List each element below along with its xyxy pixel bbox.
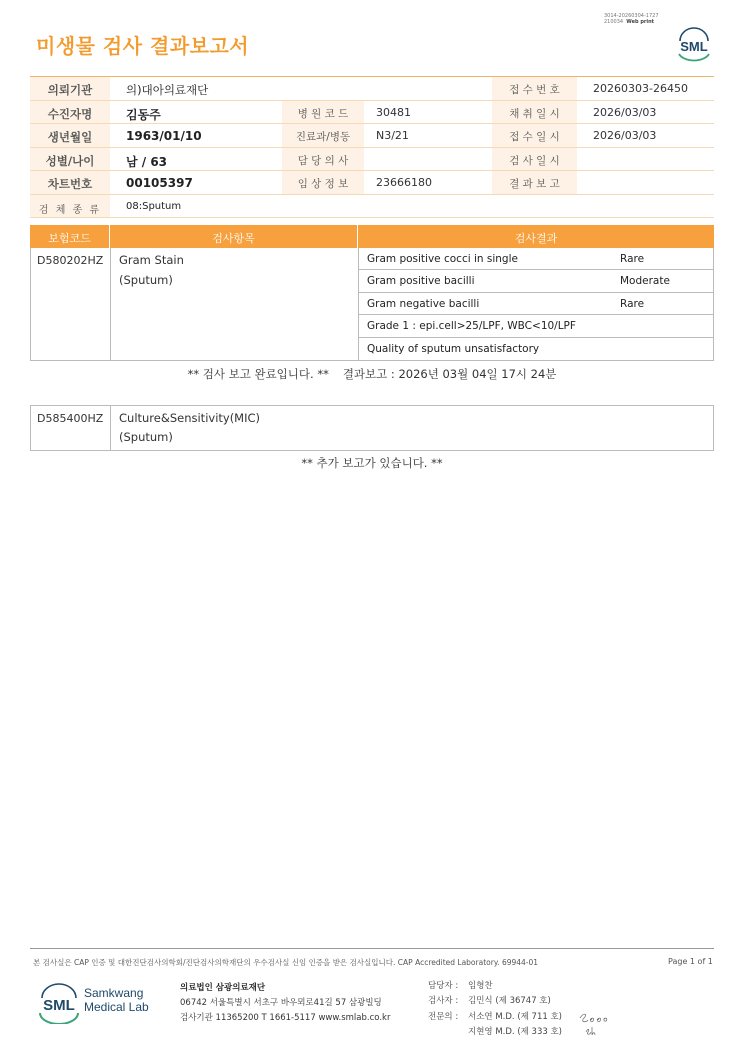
label-department: 진료과/병동 (295, 131, 351, 143)
header-test-result: 검사결과 (514, 232, 558, 245)
test2-item: Culture&Sensitivity(MIC) (119, 411, 261, 425)
label-result-report: 결 과 보 고 (509, 178, 560, 190)
footer-divider (30, 948, 714, 949)
header-insurance-code: 보험코드 (48, 232, 91, 245)
manager-label: 담당자 : (428, 981, 459, 991)
samkwang-logo (36, 982, 156, 1024)
logo-name-line1: Samkwang (84, 986, 144, 1000)
value-clinical-info: 23666180 (376, 176, 432, 189)
value-hospital-code: 30481 (376, 105, 411, 119)
signature-icon (578, 1010, 614, 1040)
label-requesting-org: 의뢰기관 (47, 83, 93, 97)
info-row (30, 195, 714, 219)
expert-label: 전문의 : (428, 1011, 459, 1022)
result-row (359, 315, 714, 337)
value-chart-no: 00105397 (126, 176, 193, 190)
label-hospital-code: 병 원 코 드 (297, 107, 349, 120)
value-patient-name: 김동주 (126, 107, 161, 122)
result-name: Gram negative bacilli (367, 297, 480, 310)
report-complete-notice (30, 366, 714, 382)
tester-label: 검사자 : (428, 996, 459, 1007)
org-address: 06742 서울특별시 서초구 바우뫼로41길 57 삼광빌딩 (180, 998, 382, 1008)
culture-result (30, 405, 714, 451)
test1-item: Gram Stain (119, 253, 184, 267)
footer-logo-text: SML (43, 997, 75, 1014)
patient-info-table (30, 76, 714, 218)
web-print-label: Web print (626, 19, 655, 25)
label-specimen-type: 검 체 종 류 (38, 204, 102, 216)
result-row (359, 248, 714, 270)
label-accession-no: 접 수 번 호 (509, 84, 560, 96)
logo-name-line2: Medical Lab (84, 1000, 149, 1014)
value-birth-date: 1963/01/10 (126, 129, 202, 143)
label-collection-date: 채 취 일 시 (509, 107, 560, 120)
info-row (30, 148, 714, 172)
label-doctor: 담 당 의 사 (297, 154, 349, 167)
label-sex-age: 성별/나이 (45, 153, 95, 168)
complete-notice-text: ** 검사 보고 완료입니다. ** (187, 367, 329, 381)
result-name: Gram positive bacilli (367, 275, 475, 288)
label-chart-no: 차트번호 (47, 177, 93, 191)
org-name: 의료법인 삼광의료재단 (180, 983, 266, 993)
sml-logo-icon (674, 26, 714, 62)
info-row (30, 124, 714, 148)
value-sex-age: 남 / 63 (126, 154, 168, 169)
footer-org-info (180, 981, 390, 1026)
print-id-line1: 3014-20260304-1727 (604, 13, 659, 19)
info-row (30, 77, 714, 101)
tester-name: 김민식 (제 36747 호) (468, 996, 551, 1007)
value-receipt-date: 2026/03/03 (593, 129, 657, 142)
logo-text: SML (680, 39, 708, 54)
value-department: N3/21 (376, 129, 409, 142)
result-value: Moderate (620, 275, 670, 288)
footer-certification: 본 검사실은 CAP 인증 및 대한진단검사의학회/진단검사의학재단의 우수검사실 신임 인증을 받은 검사실입니다. CAP Accredited Laboratory. 69944-01 (33, 958, 539, 967)
value-collection-date: 2026/03/03 (593, 105, 657, 119)
result-name: Grade 1 : epi.cell>25/LPF, WBC<10/LPF (367, 320, 576, 333)
result-value: Rare (620, 297, 645, 310)
result-value: Rare (620, 253, 645, 265)
header-test-item: 검사항목 (212, 232, 255, 245)
result-row (359, 338, 714, 360)
results-header (30, 225, 714, 248)
info-row (30, 101, 714, 125)
value-specimen-type: 08:Sputum (126, 200, 182, 212)
print-id-line2: 210034 (604, 19, 624, 25)
sml-footer-logo-icon (36, 982, 82, 1024)
gram-stain-result (30, 248, 714, 361)
print-id (604, 13, 659, 25)
test2-specimen: (Sputum) (119, 430, 173, 444)
additional-report-notice: ** 추가 보고가 있습니다. ** (301, 456, 443, 470)
label-birth-date: 생년월일 (47, 130, 93, 144)
expert1-name: 서소연 M.D. (제 711 호) (468, 1011, 563, 1022)
test1-specimen: (Sputum) (119, 273, 173, 287)
test2-code: D585400HZ (37, 412, 104, 425)
result-name: Quality of sputum unsatisfactory (367, 342, 540, 355)
footer-staff (428, 979, 562, 1040)
result-name: Gram positive cocci in single (367, 253, 518, 265)
info-row (30, 171, 714, 195)
org-contact: 검사기관 11365200 T 1661-5117 www.smlab.co.kr (180, 1013, 391, 1023)
test1-code: D580202HZ (37, 254, 104, 267)
result-row (359, 293, 714, 315)
report-time: 결과보고 : 2026년 03월 04일 17시 24분 (342, 367, 557, 381)
result-row (359, 270, 714, 292)
page-number: Page 1 of 1 (668, 957, 713, 966)
label-test-date: 검 사 일 시 (509, 154, 560, 167)
document-title: 미생물 검사 결과보고서 (36, 34, 250, 58)
label-receipt-date: 접 수 일 시 (509, 131, 560, 143)
value-requesting-org: 의)대아의료재단 (126, 83, 209, 97)
manager-name: 임형찬 (468, 981, 493, 991)
value-accession-no: 20260303-26450 (593, 82, 688, 95)
expert2-name: 지현영 M.D. (제 333 호) (468, 1026, 563, 1037)
label-patient-name: 수진자명 (47, 106, 93, 121)
label-clinical-info: 임 상 정 보 (297, 178, 349, 190)
